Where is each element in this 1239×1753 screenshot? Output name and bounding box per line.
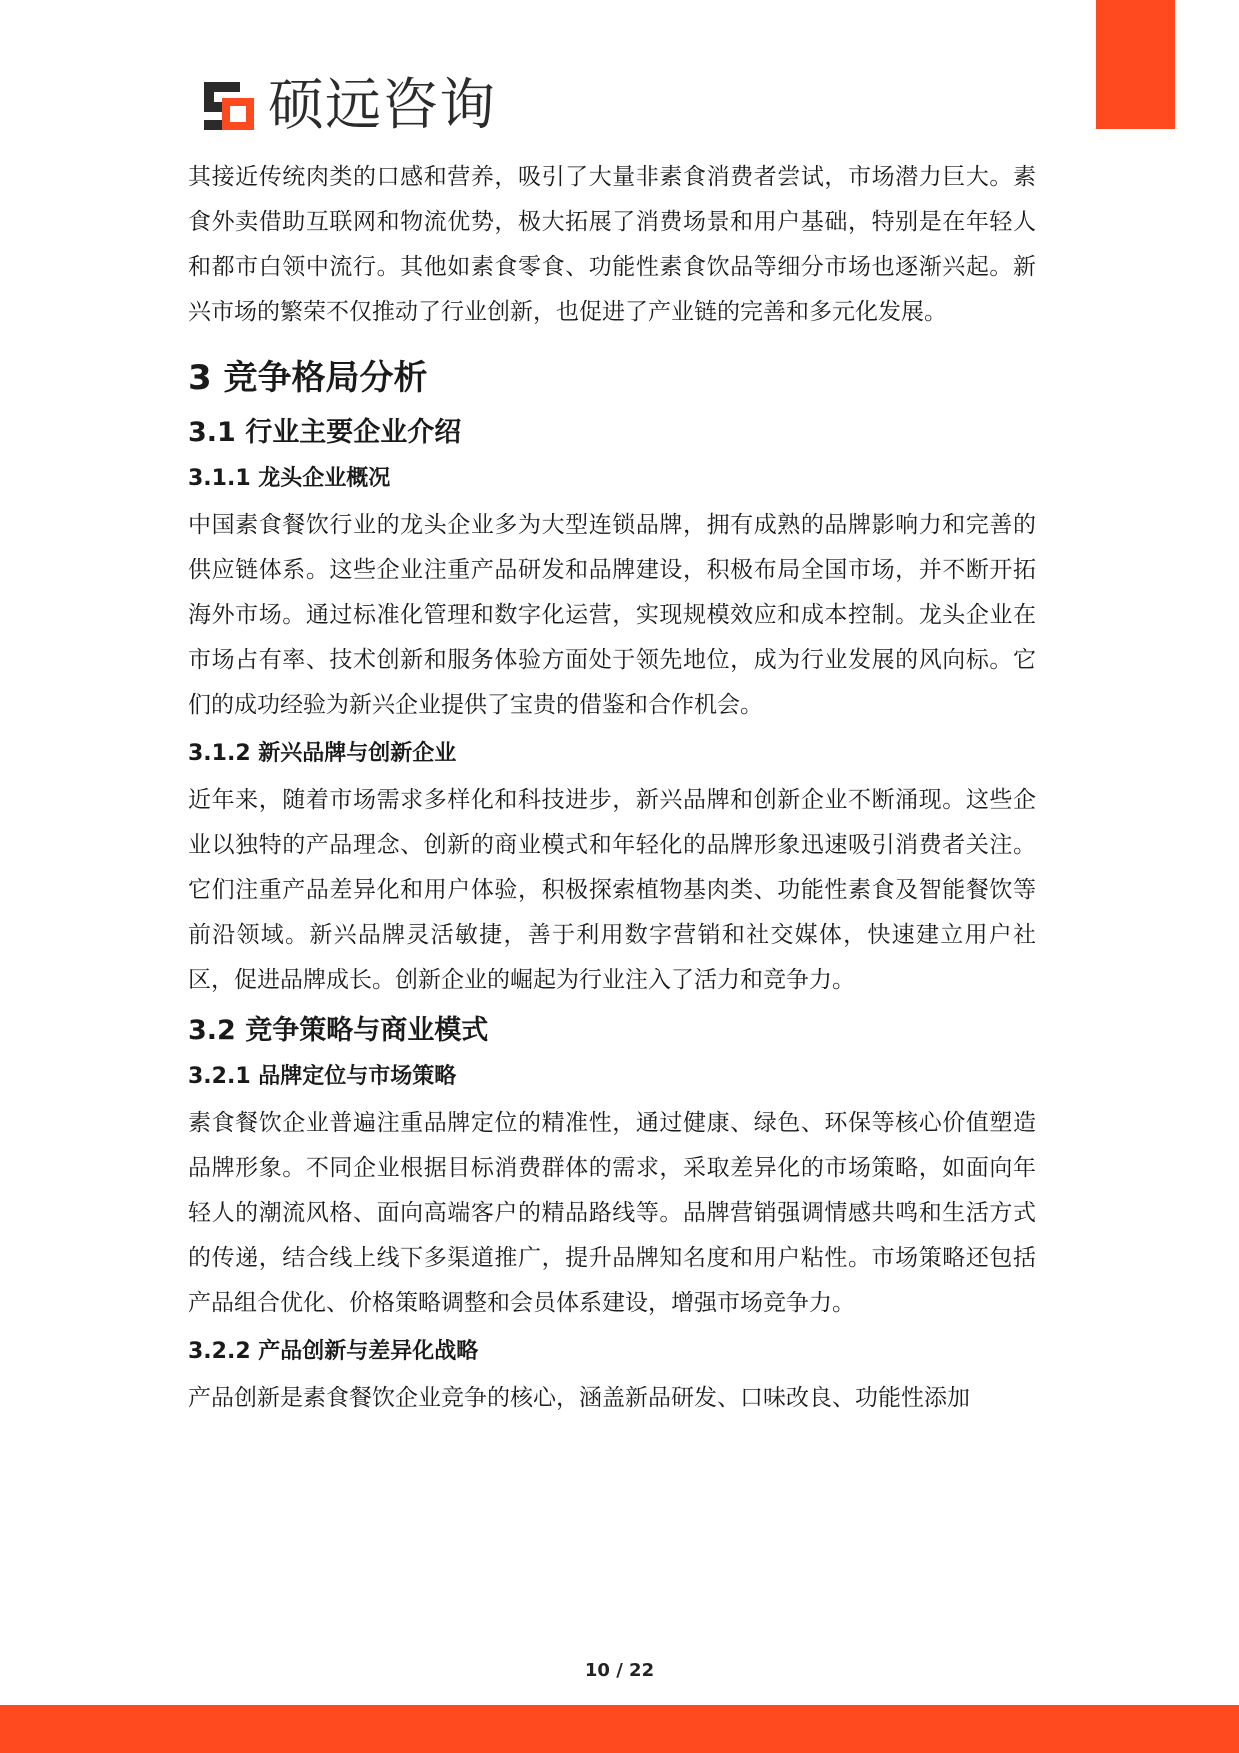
section-3-1-1-heading: 3.1.1 龙头企业概况 [188, 466, 391, 491]
section-3-1-heading: 3.1 行业主要企业介绍 [188, 417, 462, 448]
page-number: 10 / 22 [584, 1660, 655, 1681]
section-3-1-2-paragraph: 近年来，随着市场需求多样化和科技进步，新兴品牌和创新企业不断涌现。这些企业以独特的产品理念、创新的商业模式和年轻化的品牌形象迅速吸引消费者关注。它们注重产品差异化和用户体验，积极探索植物基肉类、功能性素食及智能餐饮等前沿领域。新兴品牌灵活敏捷，善于利用数字营销和社交媒体，快速建立用户社区，促进品牌成长。创新企业的崛起为行业注入了活力和竞争力。 [188, 787, 1036, 993]
footer-accent-band [0, 1705, 1239, 1753]
section-3-1-2-heading: 3.1.2 新兴品牌与创新企业 [188, 741, 457, 766]
section-3-2-heading: 3.2 竞争策略与商业模式 [188, 1015, 489, 1046]
intro-paragraph: 其接近传统肉类的口感和营养，吸引了大量非素食消费者尝试，市场潜力巨大。素食外卖借助互联网和物流优势，极大拓展了消费场景和用户基础，特别是在年轻人和都市白领中流行。其他如素食零食、功能性素食饮品等细分市场也逐渐兴起。新兴市场的繁荣不仅推动了行业创新，也促进了产业链的完善和多元化发展。 [188, 164, 1036, 325]
brand-logo [200, 73, 496, 138]
section-3-2-2-heading: 3.2.2 产品创新与差异化战略 [188, 1339, 479, 1364]
page-content [188, 155, 1036, 1421]
brand-mark-icon [200, 78, 258, 134]
brand-name: 硕远咨询 [268, 73, 496, 138]
section-3-2-1-heading: 3.2.1 品牌定位与市场策略 [188, 1064, 457, 1089]
corner-accent-tab [1096, 0, 1175, 129]
section-3-heading: 3 竞争格局分析 [188, 358, 428, 398]
section-3-2-2-paragraph: 产品创新是素食餐饮企业竞争的核心，涵盖新品研发、口味改良、功能性添加 [188, 1385, 970, 1411]
section-3-1-1-paragraph: 中国素食餐饮行业的龙头企业多为大型连锁品牌，拥有成熟的品牌影响力和完善的供应链体系。这些企业注重产品研发和品牌建设，积极布局全国市场，并不断开拓海外市场。通过标准化管理和数字化运营，实现规模效应和成本控制。龙头企业在市场占有率、技术创新和服务体验方面处于领先地位，成为行业发展的风向标。它们的成功经验为新兴企业提供了宝贵的借鉴和合作机会。 [188, 512, 1036, 718]
section-3-2-1-paragraph: 素食餐饮企业普遍注重品牌定位的精准性，通过健康、绿色、环保等核心价值塑造品牌形象。不同企业根据目标消费群体的需求，采取差异化的市场策略，如面向年轻人的潮流风格、面向高端客户的精品路线等。品牌营销强调情感共鸣和生活方式的传递，结合线上线下多渠道推广，提升品牌知名度和用户粘性。市场策略还包括产品组合优化、价格策略调整和会员体系建设，增强市场竞争力。 [188, 1110, 1036, 1316]
